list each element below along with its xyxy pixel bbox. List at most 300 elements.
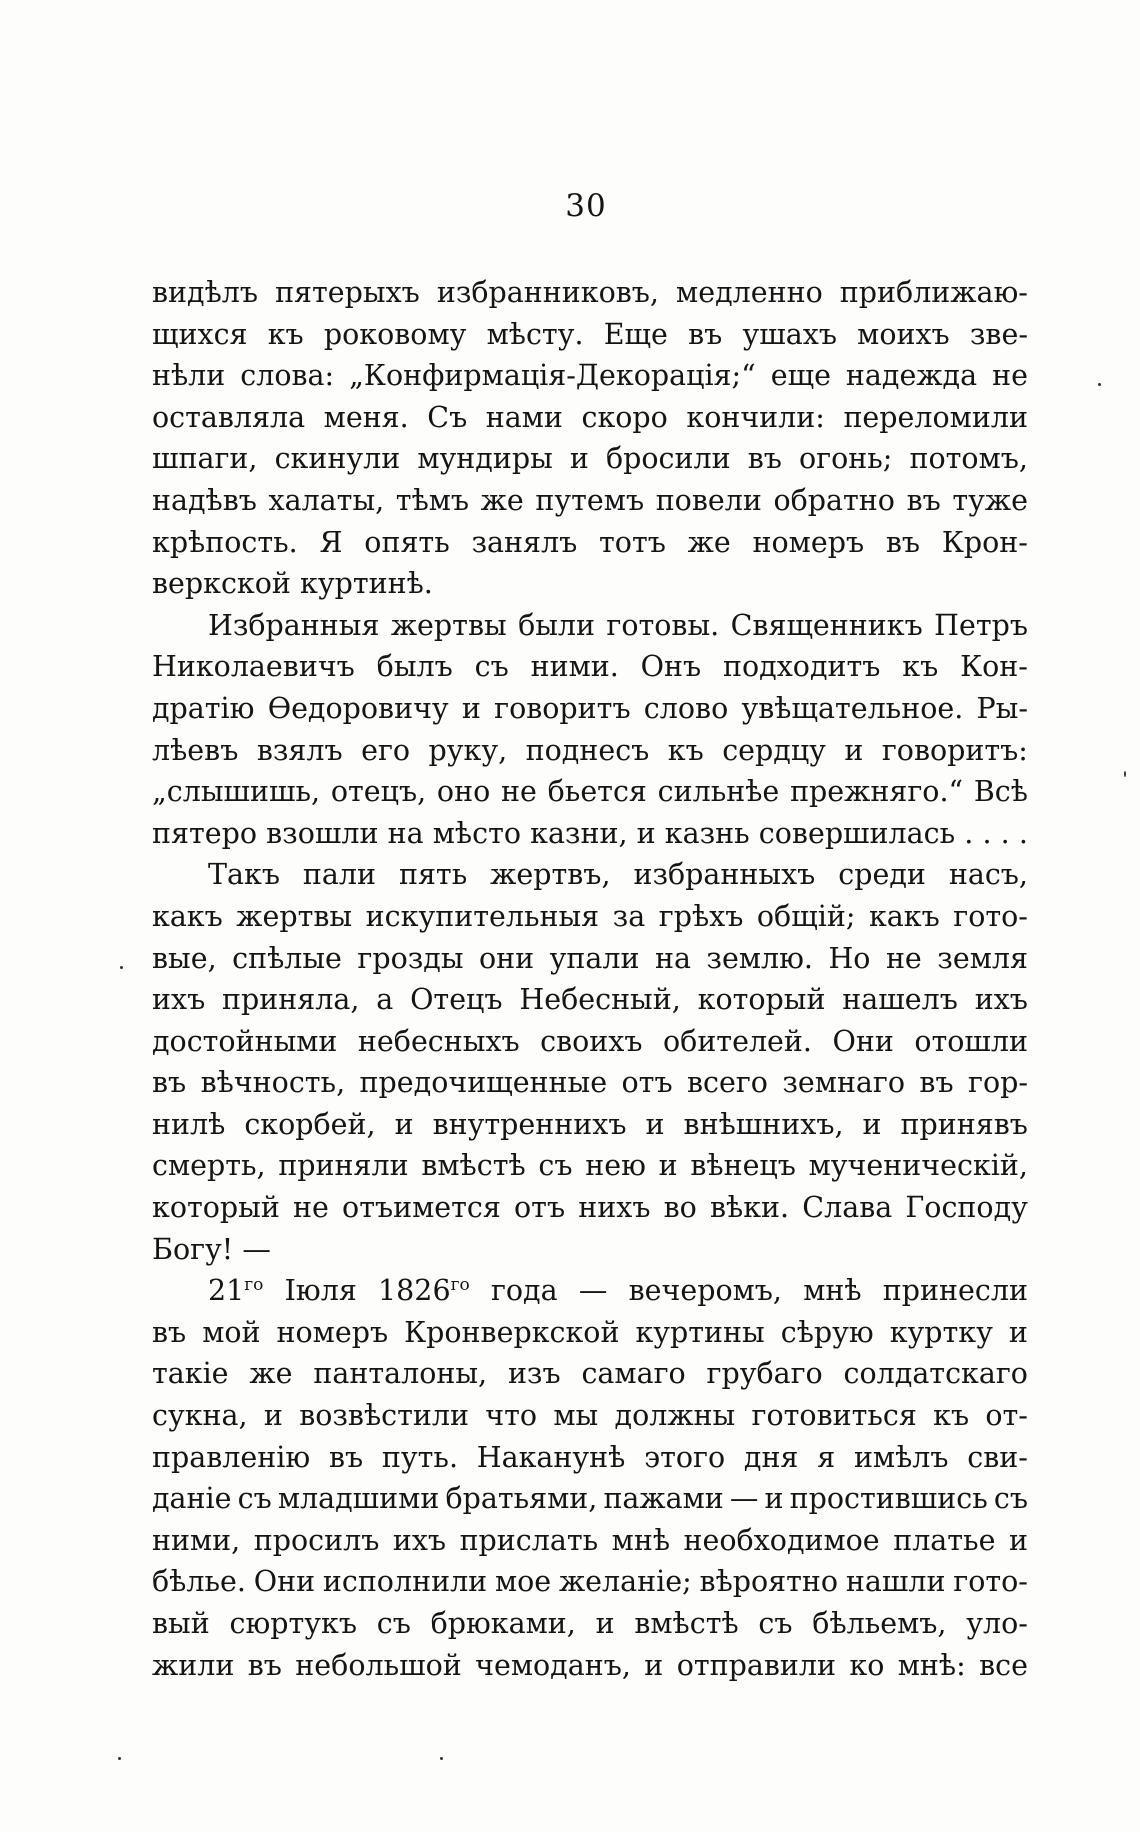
word: пали [302, 858, 376, 892]
print-speck [120, 966, 123, 969]
word: ними. [530, 650, 619, 684]
word: который [152, 1191, 280, 1225]
word: гото- [953, 899, 1028, 933]
word: и [764, 1482, 784, 1516]
word: правленію [152, 1440, 311, 1474]
word: подходитъ [723, 650, 881, 684]
word: нѣли [152, 359, 226, 393]
word: же [480, 483, 524, 517]
print-speck [1124, 771, 1126, 777]
word: всего [686, 1066, 768, 1100]
word: Наканунѣ [476, 1440, 626, 1474]
word: братьями, [445, 1482, 598, 1516]
text-line [152, 563, 1028, 605]
word: зве- [969, 317, 1028, 351]
word: слово [643, 691, 729, 725]
word: „Конфирмація-Декорація;“ [349, 359, 756, 393]
word: вѣнецъ [690, 1149, 796, 1183]
word: брюками, [430, 1607, 576, 1640]
word: приняли [278, 1149, 409, 1183]
word: нами [485, 400, 563, 434]
word: небольшой [295, 1648, 462, 1682]
word: исполнили [322, 1565, 488, 1599]
word: Кронверкской [404, 1315, 620, 1349]
word: къ [933, 1399, 970, 1433]
word: и [569, 442, 589, 476]
word: въ [328, 1440, 364, 1474]
word: огонь; [799, 442, 893, 476]
text-line [152, 688, 1028, 730]
text-line [152, 1353, 1028, 1395]
word: Онъ [640, 650, 702, 684]
word: вый [152, 1607, 210, 1640]
word: Они [253, 1565, 316, 1599]
word: мое [494, 1565, 552, 1599]
word: оно [436, 775, 491, 809]
word: еще [770, 359, 831, 393]
word: вѣки. [710, 1191, 790, 1225]
word: принявъ [900, 1107, 1028, 1141]
word: насъ, [948, 858, 1028, 892]
word: номеръ [276, 1315, 389, 1349]
word: не [501, 775, 537, 809]
word: Николаевичъ [152, 650, 355, 684]
word: былъ [376, 650, 453, 684]
body-text [152, 272, 1028, 1686]
word: $1826^{го}$ [378, 1274, 470, 1308]
text-line [152, 1520, 1028, 1562]
word: поднесъ [525, 733, 650, 767]
text-line [152, 522, 1028, 564]
text-line [152, 397, 1028, 439]
word: приближаю- [839, 276, 1028, 309]
word: прислать [459, 1523, 599, 1557]
word: дня [743, 1440, 799, 1474]
word: съ [376, 1607, 411, 1640]
word: внутреннихъ [432, 1107, 627, 1141]
word: Петръ [934, 608, 1028, 642]
word: въ [152, 1315, 187, 1349]
word: на [387, 816, 424, 850]
text-line [152, 1437, 1028, 1479]
word: крѣпость. [152, 525, 298, 559]
word: Я [319, 525, 343, 559]
word: мученическій, [808, 1149, 1028, 1183]
text-line [152, 813, 1028, 855]
word: мнѣ [611, 1523, 671, 1557]
word: его [361, 733, 411, 767]
word: а [376, 983, 394, 1017]
word: пятеро [152, 816, 258, 850]
word: вмѣстѣ [634, 1607, 739, 1640]
word: взялъ [256, 733, 343, 767]
print-speck [118, 1757, 121, 1760]
word: который [697, 983, 826, 1017]
word: Еще [603, 317, 668, 351]
word: обратно [773, 483, 895, 517]
word: от- [985, 1399, 1028, 1433]
word: тотъ [599, 525, 666, 559]
word: . [964, 816, 974, 850]
word: бросили [605, 442, 731, 476]
word: сильнѣе [657, 775, 780, 809]
word: видѣлъ [152, 276, 259, 309]
word: „слышишь, [152, 775, 321, 809]
word: ними, [152, 1523, 241, 1557]
word: — [729, 1482, 759, 1516]
word: панталоны, [313, 1357, 488, 1391]
word: Отецъ [410, 983, 503, 1017]
word: не [992, 359, 1028, 393]
word: простившись [789, 1482, 988, 1516]
text-line [152, 1478, 1028, 1520]
word: щихся [152, 317, 248, 351]
text-line [152, 1187, 1028, 1229]
word: медленно [676, 276, 823, 309]
word: куртины [635, 1315, 765, 1349]
word: совершилась [758, 816, 956, 850]
print-speck [1098, 383, 1101, 386]
word: и [644, 1648, 664, 1682]
word: небесныхъ [357, 1024, 520, 1058]
word: искупительныя [365, 899, 600, 933]
word: принесли [882, 1274, 1028, 1308]
word: моихъ [857, 317, 950, 351]
word: увѣщательное. [741, 691, 964, 725]
word: лѣевъ [152, 733, 239, 767]
word: что [485, 1399, 538, 1433]
word: . [982, 816, 992, 850]
word: внѣшнихъ, [683, 1107, 844, 1141]
word: . [1018, 816, 1028, 850]
text-line [152, 1270, 1028, 1312]
word: какъ [868, 899, 940, 933]
word: съ [993, 1482, 1028, 1516]
word: Богу! [152, 1232, 234, 1266]
word: и [1008, 1523, 1028, 1557]
word: оставляла [152, 400, 306, 434]
word: въ [885, 525, 921, 559]
word: Іюля [284, 1274, 357, 1308]
word: года [490, 1274, 558, 1308]
word: говоритъ [494, 691, 631, 725]
word: мнѣ [803, 1274, 862, 1308]
word: вые, [152, 941, 217, 975]
word: $21^{го}$ [208, 1274, 264, 1308]
word: земля [937, 941, 1028, 975]
word: же [249, 1357, 293, 1391]
word: жертвъ, [490, 858, 611, 892]
word: Такъ [208, 858, 280, 892]
word: скинули [274, 442, 401, 476]
word: предочищенные [359, 1066, 608, 1100]
word: и [658, 1149, 678, 1183]
word: ихъ [152, 983, 206, 1017]
word: бѣльемъ, [812, 1607, 947, 1640]
word: мнѣ: [897, 1648, 966, 1682]
word: слова: [240, 359, 335, 393]
word: съ [237, 1482, 272, 1516]
word: вѣчность, [200, 1066, 346, 1100]
word: смерть, [152, 1149, 266, 1183]
word: вмѣстѣ [421, 1149, 526, 1183]
word: сюртукъ [229, 1607, 357, 1640]
word: меня. [323, 400, 409, 434]
word: переломили [843, 400, 1028, 434]
text-line [152, 1021, 1028, 1063]
word: во [663, 1191, 697, 1225]
word: просилъ [253, 1523, 380, 1557]
word: вѣроятно [699, 1565, 839, 1599]
word: веркской [152, 567, 291, 601]
word: отошли [914, 1024, 1028, 1058]
word: занялъ [471, 525, 578, 559]
word: Господу [905, 1191, 1028, 1225]
word: нашли [845, 1565, 946, 1599]
word: въ [247, 1648, 282, 1682]
word: и [263, 1399, 283, 1433]
word: на [654, 941, 691, 975]
word: куртку [889, 1315, 993, 1349]
word: — [578, 1274, 608, 1308]
word: казнь [664, 816, 750, 850]
text-line [152, 605, 1028, 647]
word: готовиться [751, 1399, 917, 1433]
word: Съ [427, 400, 468, 434]
word: мы [553, 1399, 599, 1433]
text-line [152, 896, 1028, 938]
word: какъ [152, 899, 223, 933]
word: грѣхъ [658, 899, 744, 933]
word: пять [398, 858, 468, 892]
word: не [293, 1191, 329, 1225]
word: даніе [152, 1482, 232, 1516]
word: мѣсто [432, 816, 521, 850]
word: скорбей, [244, 1107, 376, 1141]
word: не [885, 941, 922, 975]
word: говоритъ: [881, 733, 1028, 767]
word: ихъ [392, 1523, 447, 1557]
word: Ры- [976, 691, 1028, 725]
word: Но [828, 941, 871, 975]
text-line [152, 272, 1028, 314]
word: необходимое [683, 1523, 880, 1557]
text-line [152, 854, 1028, 896]
word: и [636, 816, 656, 850]
word: ихъ [974, 983, 1028, 1017]
word: скоро [581, 400, 668, 434]
word: были [518, 608, 596, 642]
word: въ [152, 1066, 187, 1100]
word: къ [667, 733, 704, 767]
word: къ [267, 317, 304, 351]
word: съ [474, 650, 509, 684]
word: платье [893, 1523, 996, 1557]
word: къ [902, 650, 939, 684]
word: имѣлъ [853, 1440, 949, 1474]
word: нихъ [578, 1191, 651, 1225]
word: избранниковъ, [436, 276, 659, 309]
text-line [152, 1645, 1028, 1687]
word: Кон- [960, 650, 1028, 684]
word: приняла, [222, 983, 360, 1017]
word: отецъ, [330, 775, 427, 809]
word: въ [688, 317, 723, 351]
word: тѣмъ [395, 483, 470, 517]
word: за [612, 899, 646, 933]
word: нилѣ [152, 1107, 226, 1141]
text-line [152, 1062, 1028, 1104]
page-number: 30 [565, 188, 607, 224]
word: надѣвъ [152, 483, 257, 517]
word: отправили [676, 1648, 836, 1682]
word: грозды [357, 941, 464, 975]
text-line [152, 480, 1028, 522]
text-line [152, 1229, 1028, 1271]
word: вечеромъ, [628, 1274, 782, 1308]
text-line [152, 938, 1028, 980]
word: жили [152, 1648, 235, 1682]
word: и [1008, 1315, 1028, 1349]
word: упали [549, 941, 640, 975]
word: Они [832, 1024, 894, 1058]
word: сердцу [722, 733, 826, 767]
word: готовы. [606, 608, 720, 642]
word: отъимется [342, 1191, 501, 1225]
word: путемъ [535, 483, 645, 517]
text-line [152, 771, 1028, 813]
word: избранныхъ [633, 858, 816, 892]
word: жертвы [390, 608, 507, 642]
word: они [479, 941, 535, 975]
word: и [862, 1107, 882, 1141]
word: мѣсту. [486, 317, 584, 351]
word: обителей. [663, 1024, 812, 1058]
text-line [152, 979, 1028, 1021]
word: ушахъ [742, 317, 837, 351]
word: съ [538, 1149, 573, 1183]
word: пятерыхъ [275, 276, 420, 309]
text-line [152, 730, 1028, 772]
word: Избранныя [208, 608, 380, 642]
word: бѣлье. [152, 1565, 246, 1599]
word: сви- [967, 1440, 1028, 1474]
text-line [152, 314, 1028, 356]
word: землю. [706, 941, 813, 975]
word: опять [364, 525, 450, 559]
word: Небесный, [519, 983, 681, 1017]
word: и [394, 1107, 414, 1141]
word: кончили: [686, 400, 825, 434]
word: роковому [323, 317, 467, 351]
word: номеръ [752, 525, 865, 559]
word: нашелъ [842, 983, 958, 1017]
word: гор- [968, 1066, 1028, 1100]
word: казни, [530, 816, 628, 850]
word: уло- [966, 1607, 1028, 1640]
word: взошли [266, 816, 379, 850]
word: младшими [277, 1482, 440, 1516]
text-line [152, 1561, 1028, 1603]
word: отъ [514, 1191, 566, 1225]
word: такіе [152, 1357, 229, 1391]
word: Крон- [941, 525, 1028, 559]
word: должны [614, 1399, 736, 1433]
word: и [645, 1107, 665, 1141]
word: надежда [845, 359, 978, 393]
word: мой [202, 1315, 261, 1349]
word: отъ [621, 1066, 673, 1100]
word: туже [952, 483, 1028, 517]
word: Всѣ [973, 775, 1028, 809]
word: повели [655, 483, 762, 517]
word: . [1000, 816, 1010, 850]
word: бьется [547, 775, 647, 809]
word: Ѳедоровичу [267, 691, 449, 725]
word: и [844, 733, 864, 767]
word: руку, [428, 733, 508, 767]
word: мундиры [417, 442, 553, 476]
word: въ [919, 1066, 954, 1100]
word: среди [838, 858, 926, 892]
word: изъ [507, 1357, 561, 1391]
word: въ [906, 483, 941, 517]
word: дратію [152, 691, 255, 725]
word: съ [758, 1607, 793, 1640]
print-speck [440, 1757, 443, 1760]
word: путь. [381, 1440, 458, 1474]
word: — [242, 1232, 271, 1266]
word: сукна, [152, 1399, 248, 1433]
word: Слава [802, 1191, 893, 1225]
word: въ [747, 442, 782, 476]
word: я [817, 1440, 836, 1474]
word: этого [644, 1440, 726, 1474]
word: достойными [152, 1024, 338, 1058]
word: куртинѣ. [300, 567, 433, 601]
word: жертвы [236, 899, 353, 933]
word: шпаги, [152, 442, 258, 476]
word: нею [585, 1149, 646, 1183]
word: чемоданъ, [475, 1648, 631, 1682]
word: все [979, 1648, 1028, 1682]
word: и [595, 1607, 615, 1640]
text-line [152, 355, 1028, 397]
text-line [152, 1145, 1028, 1187]
word: сѣрую [780, 1315, 874, 1349]
text-line [152, 646, 1028, 688]
word: прежняго.“ [790, 775, 964, 809]
word: самаго [581, 1357, 686, 1391]
word: и [461, 691, 481, 725]
word: желаніе; [558, 1565, 692, 1599]
word: грубаго [706, 1357, 823, 1391]
word: спѣлые [232, 941, 342, 975]
text-line [152, 1395, 1028, 1437]
word: своихъ [540, 1024, 643, 1058]
text-line [152, 1312, 1028, 1354]
word: гото- [953, 1565, 1028, 1599]
text-line [152, 1104, 1028, 1146]
word: общій; [756, 899, 856, 933]
word: же [687, 525, 731, 559]
word: ко [849, 1648, 885, 1682]
word: потомъ, [909, 442, 1028, 476]
word: возвѣстили [299, 1399, 469, 1433]
text-line [152, 438, 1028, 480]
word: Священникъ [730, 608, 923, 642]
word: халаты, [268, 483, 385, 517]
